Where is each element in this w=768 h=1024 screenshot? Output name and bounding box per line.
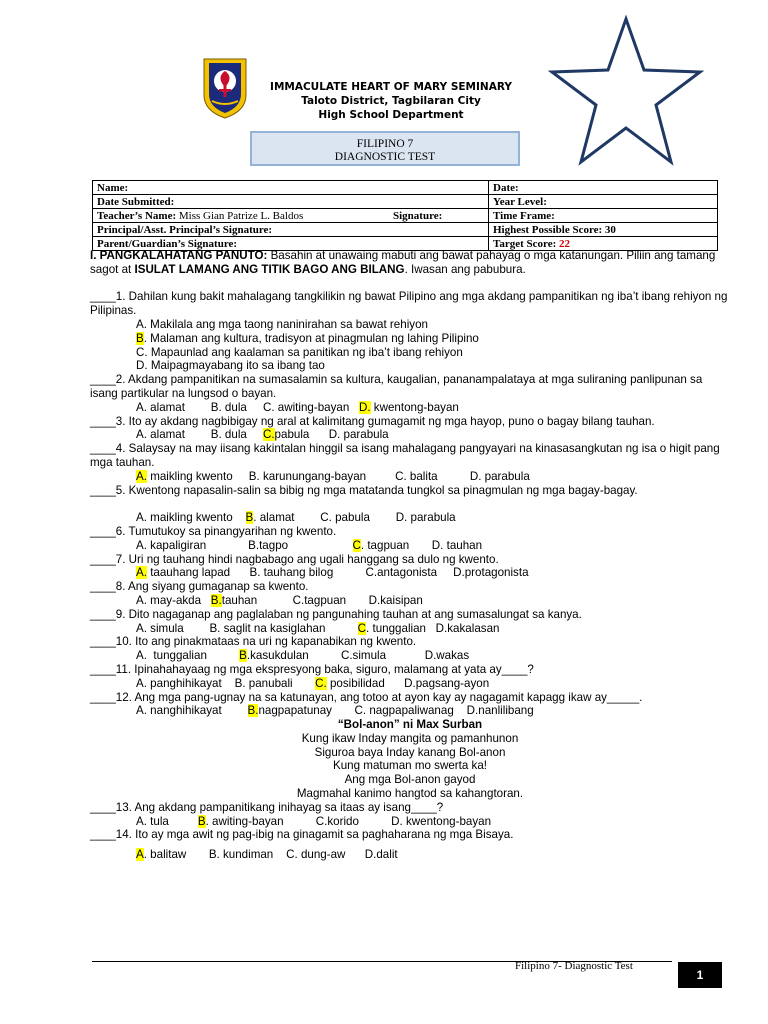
- answer-highlight: A.: [136, 566, 147, 580]
- school-seal-logo: [200, 55, 250, 121]
- q4-options[interactable]: A. maikling kwento B. karunungang-bayan C. balita D. parabula: [136, 469, 530, 483]
- question-4: ____4. Salaysay na may iisang kakintalan hinggil sa isang mahalagang pangyayari na kinasasangkutan ng isa o higit pang mga tauhan.: [90, 442, 720, 469]
- answer-highlight: A: [136, 848, 144, 862]
- q1-option-c[interactable]: C. Mapaunlad ang kaalaman sa panitikan ng iba’t ibang rehiyon: [136, 345, 463, 359]
- question-13: ____13. Ang akdang pampanitikang inihayag sa itaas ay isang____?: [90, 800, 444, 814]
- answer-highlight: A.: [136, 469, 147, 483]
- time-frame-field[interactable]: Time Frame:: [489, 209, 718, 223]
- question-12: ____12. Ang mga pang-ugnay na sa katunayan, ang totoo at ayon kay ay nagagamit kapagg ikaw ay_____.: [90, 690, 643, 704]
- answer-highlight: C.: [262, 428, 275, 442]
- q8-options[interactable]: A. may-akda B.tauhan C.tagpuan D.kaisipan: [136, 593, 423, 607]
- highest-score-field: Highest Possible Score: 30: [489, 223, 718, 237]
- teacher-name-field: Teacher’s Name: Miss Gian Patrize L. Baldos Signature:: [93, 209, 489, 223]
- poem-line: Ang mga Bol-anon gayod: [344, 773, 476, 787]
- answer-highlight: B.: [210, 593, 222, 607]
- answer-highlight: C.: [315, 676, 327, 690]
- instructions-heading: I. PANGKALAHATANG PANUTO:: [90, 249, 268, 262]
- answer-highlight: B: [239, 649, 247, 663]
- student-info-table: [92, 180, 718, 251]
- q1-option-a[interactable]: A. Makilala ang mga taong naninirahan sa bawat rehiyon: [136, 317, 428, 331]
- answer-highlight: B.: [247, 704, 259, 718]
- answer-highlight: C: [352, 538, 361, 552]
- test-content: [90, 249, 730, 862]
- q11-options[interactable]: A. panghihikayat B. panubali C. posibilidad D.pagsang-ayon: [136, 676, 490, 690]
- q14-options[interactable]: A. balitaw B. kundiman C. dung-aw D.dalit: [136, 848, 398, 862]
- year-level-field[interactable]: Year Level:: [489, 195, 718, 209]
- target-score-field: Target Score: 22: [489, 237, 718, 251]
- poem-title: “Bol-anon” ni Max Surban: [337, 718, 483, 732]
- q7-options[interactable]: A. taauhang lapad B. tauhang bilog C.antagonista D.protagonista: [136, 566, 529, 580]
- school-name: IMMACULATE HEART OF MARY SEMINARY: [270, 81, 512, 93]
- question-11: ____11. Ipinahahayaag ng mga ekspresyong baka, siguro, malamang at yata ay____?: [90, 662, 534, 676]
- q12-options[interactable]: A. nanghihikayat B.nagpapatunay C. nagpapaliwanag D.nanlilibang: [136, 704, 534, 718]
- question-1: ____1. Dahilan kung bakit mahalagang tangkilikin ng bawat Pilipino ang mga akdang pampanitikan ng iba’t ibang rehiyon ng Pilipinas.: [90, 290, 728, 318]
- answer-highlight: D.: [358, 400, 371, 414]
- target-score-value: 22: [558, 237, 570, 250]
- question-2: ____2. Akdang pampanitikan na sumasalamin sa kultura, kaugalian, pananampalataya at mga suliraning panlipunan sa isang partikular na lungsod o bayan.: [90, 373, 703, 400]
- question-6: ____6. Tumutukoy sa pinangyarihan ng kwento.: [90, 524, 337, 538]
- school-department: High School Department: [318, 109, 464, 121]
- q13-options[interactable]: A. tula B. awiting-bayan C.korido D. kwentong-bayan: [136, 814, 492, 828]
- date-field[interactable]: Date:: [489, 181, 718, 195]
- question-9: ____9. Dito nagaganap ang paglalaban ng pangunahing tauhan at ang sumasalungat sa kanya.: [90, 607, 582, 621]
- footer-text: Filipino 7- Diagnostic Test: [515, 960, 633, 972]
- q6-options[interactable]: A. kapaligiran B.tagpo C. tagpuan D. tauhan: [136, 538, 483, 552]
- q10-options[interactable]: A. tunggalian B.kasukdulan C.simula D.wakas: [136, 649, 470, 663]
- poem-line: Kung ikaw Inday mangita og pamanhunon: [301, 731, 519, 745]
- poem-line: Kung matuman mo swerta ka!: [332, 759, 487, 773]
- question-5: ____5. Kwentong napasalin-salin sa bibig ng mga matatanda tungkol sa pinagmulan ng mga bagay-bagay.: [90, 483, 638, 497]
- date-submitted-field[interactable]: Date Submitted:: [93, 195, 489, 209]
- question-10: ____10. Ito ang pinakmataas na uri ng kapanabikan ng kwento.: [90, 635, 417, 649]
- signature-label: Signature:: [393, 209, 443, 222]
- question-7: ____7. Uri ng tauhang hindi nagbabago ang ugali hanggang sa dulo ng kwento.: [90, 552, 499, 566]
- instructions-emphasis: ISULAT LAMANG ANG TITIK BAGO ANG BILANG: [134, 262, 405, 276]
- answer-highlight: B: [245, 511, 254, 525]
- school-header: [252, 80, 530, 122]
- question-3: ____3. Ito ay akdang nagbibigay ng aral at kalimitang gumagamit ng mga hayop, puno o bagay bilang tauhan.: [90, 414, 655, 428]
- question-8: ____8. Ang siyang gumaganap sa kwento.: [90, 580, 309, 594]
- poem-line: Siguroa baya Inday kanang Bol-anon: [314, 745, 506, 759]
- name-field[interactable]: Name:: [93, 181, 489, 195]
- general-instructions: I. PANGKALAHATANG PANUTO: Basahin at unawaing mabuti ang bawat pahayag o mga katanungan. Piliin ang tamang sagot at ISULAT LAMANG ANG TITIK BAGO ANG BILANG. Iwasan ang pabubura.: [90, 249, 716, 276]
- q1-option-d[interactable]: D. Maipagmayabang ito sa ibang tao: [136, 359, 325, 373]
- q2-options[interactable]: A. alamat B. dula C. awiting-bayan D. kwentong-bayan: [136, 400, 459, 414]
- principal-signature-field[interactable]: Principal/Asst. Principal’s Signature:: [93, 223, 489, 237]
- answer-highlight: C: [357, 621, 367, 635]
- answer-highlight: B: [136, 331, 144, 345]
- test-type: DIAGNOSTIC TEST: [334, 151, 436, 163]
- q3-options[interactable]: A. alamat B. dula C.pabula D. parabula: [136, 428, 389, 442]
- q9-options[interactable]: A. simula B. saglit na kasiglahan C. tunggalian D.kakalasan: [136, 621, 500, 635]
- school-address: Taloto District, Tagbilaran City: [301, 95, 481, 107]
- test-title-box: [250, 131, 520, 166]
- answer-highlight: B: [197, 814, 206, 828]
- star-outline-icon: [548, 15, 704, 167]
- test-subject: FILIPINO 7: [356, 138, 414, 150]
- q1-option-b[interactable]: B. Malaman ang kultura, tradisyon at pinagmulan ng lahing Pilipino: [136, 331, 479, 345]
- poem-line: Magmahal kanimo hangtod sa kahangtoran.: [296, 787, 524, 801]
- question-14: ____14. Ito ay mga awit ng pag-ibig na ginagamit sa paghaharana ng mga Bisaya.: [90, 828, 514, 842]
- parent-signature-field[interactable]: Parent/Guardian’s Signature:: [93, 237, 489, 251]
- q5-options[interactable]: A. maikling kwento B. alamat C. pabula D. parabula: [136, 511, 456, 525]
- page-number: 1: [678, 962, 722, 988]
- teacher-name-value: Miss Gian Patrize L. Baldos: [176, 209, 304, 222]
